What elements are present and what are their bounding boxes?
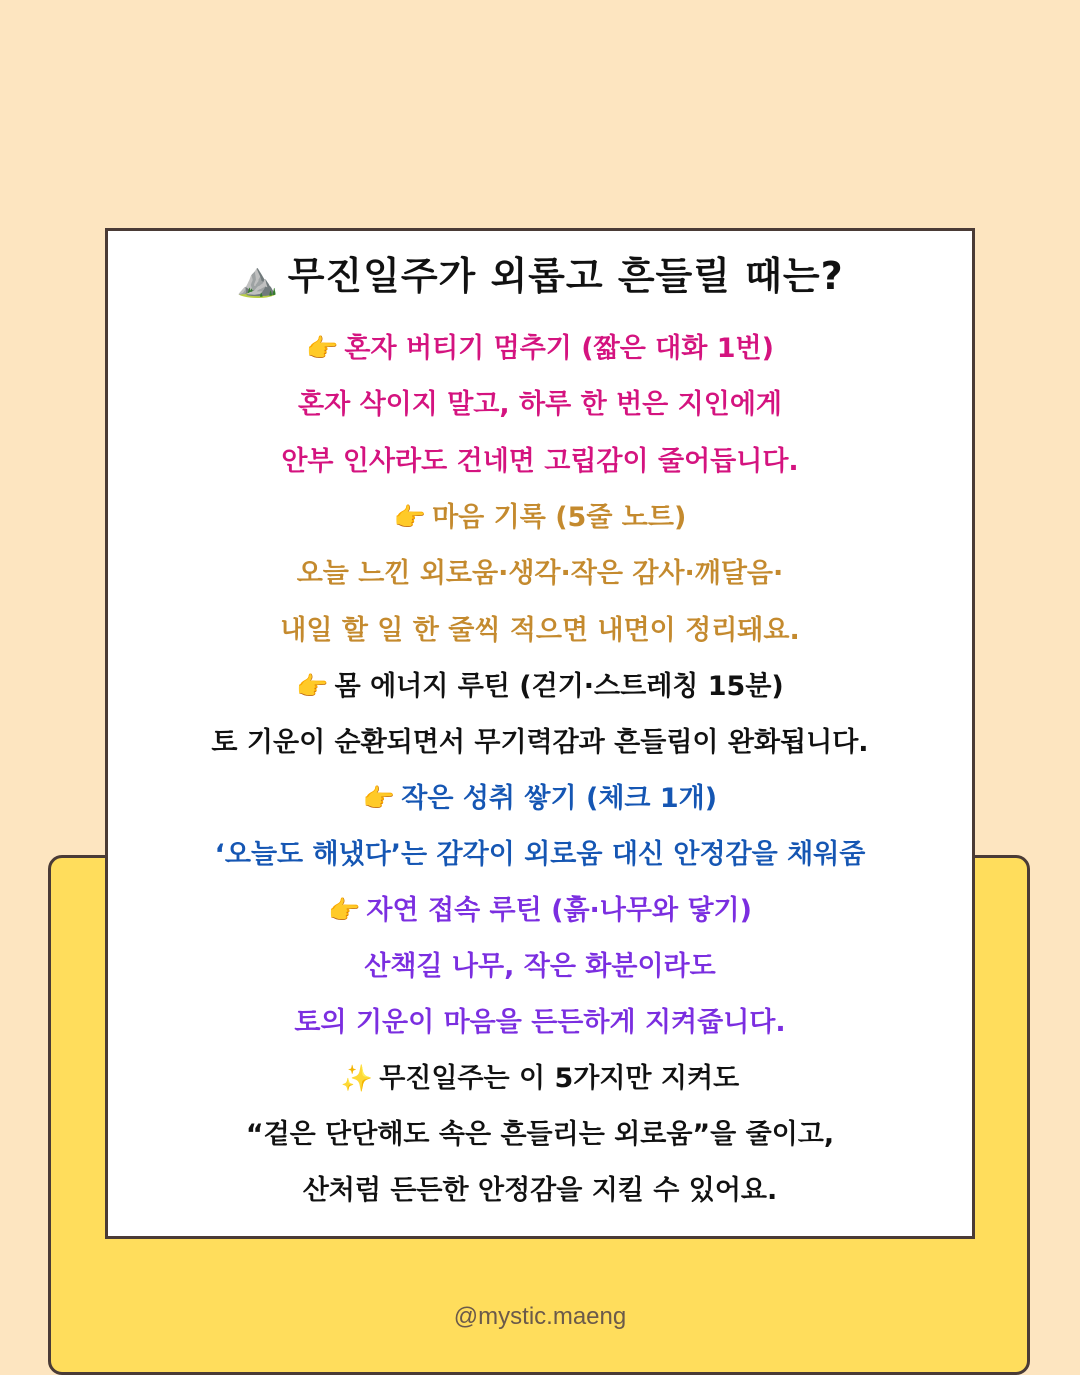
section-3-line-1: 토 기운이 순환되면서 무기력감과 흔들림이 완화됩니다. [211,727,869,758]
pointing-hand-icon: 👉 [328,896,361,926]
section-5-line-2: 토의 기운이 마음을 든든하게 지켜줍니다. [294,1007,786,1038]
section-3-heading-text: 몸 에너지 루틴 (걷기·스트레칭 15분) [334,671,784,702]
content-card [105,228,975,1239]
mountain-icon: ⛰️ [236,260,280,300]
section-5-heading-text: 자연 접속 루틴 (흙·나무와 닿기) [366,895,752,926]
pointing-hand-icon: 👉 [306,334,339,364]
section-1-heading [108,329,972,369]
page-title [108,251,972,305]
pointing-hand-icon: 👉 [393,503,427,533]
section-2-line-1: 오늘 느낀 외로움·생각·작은 감사·깨달음· [296,558,784,589]
section-1-line-1: 혼자 삭이지 말고, 하루 한 번은 지인에게 [298,389,782,420]
account-handle: @mystic.maeng [453,1303,627,1330]
section-5-heading [108,891,972,931]
section-2-heading [108,498,972,538]
section-2-line-2: 내일 할 일 한 줄씩 적으면 내면이 정리돼요. [280,615,800,646]
closing-line-2: “겉은 단단해도 속은 흔들리는 외로움”을 줄이고, [245,1119,835,1150]
section-4-heading [108,779,972,819]
section-1-line-2: 안부 인사라도 건네면 고립감이 줄어듭니다. [281,446,799,477]
closing-line-3: 산처럼 든든한 안정감을 지킬 수 있어요. [302,1175,778,1206]
section-1-heading-text: 혼자 버티기 멈추기 (짧은 대화 1번) [344,333,774,364]
pointing-hand-icon: 👉 [296,672,329,702]
closing-line-1 [108,1059,972,1099]
section-4-line-1: ‘오늘도 해냈다’는 감각이 외로움 대신 안정감을 채워줌 [214,839,866,870]
section-2-heading-text: 마음 기록 (5줄 노트) [432,502,687,533]
sparkles-icon: ✨ [340,1064,374,1094]
title-text: 무진일주가 외롭고 흔들릴 때는? [287,254,844,298]
closing-line-1-text: 무진일주는 이 5가지만 지켜도 [379,1063,740,1094]
section-4-heading-text: 작은 성취 쌓기 (체크 1개) [401,783,718,814]
pointing-hand-icon: 👉 [362,784,396,814]
section-3-heading [108,667,972,707]
section-5-line-1: 산책길 나무, 작은 화분이라도 [364,951,716,982]
